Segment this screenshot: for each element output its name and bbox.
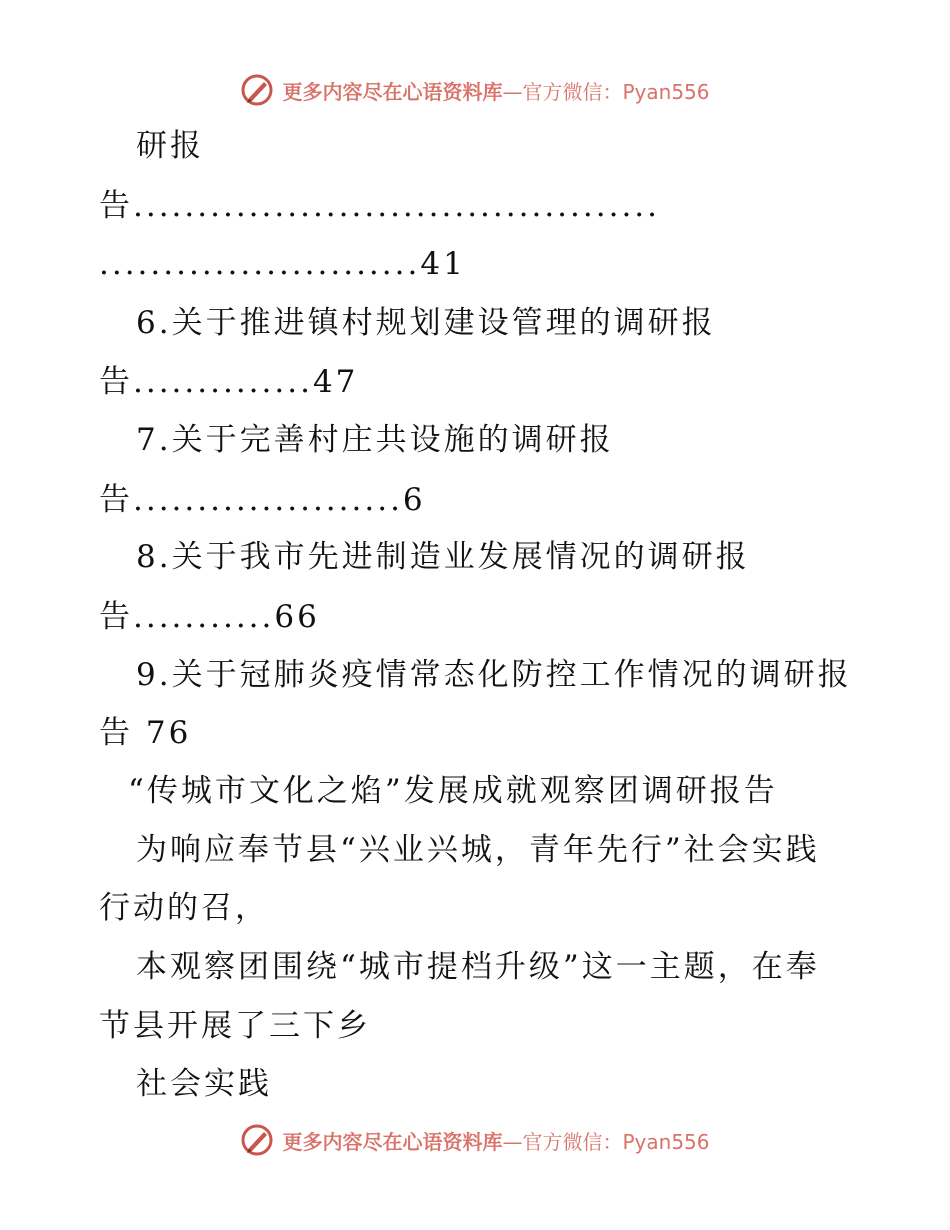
toc-entry-6: 6.关于推进镇村规划建设管理的调研报: [136, 305, 716, 341]
watermark-text: [282, 1126, 709, 1155]
watermark-brand: 更多内容尽在心语资料库: [282, 1129, 503, 1154]
toc-entry-8: 8.关于我市先进制造业发展情况的调研报: [136, 539, 750, 575]
paragraph-line: 本观察团围绕“城市提档升级”这一主题，在奉: [136, 949, 820, 985]
watermark-wechat-id: Pyan556: [622, 79, 710, 104]
paragraph-line: 为响应奉节县“兴业兴城，青年先行”社会实践: [136, 832, 820, 868]
header-watermark: [0, 70, 950, 110]
toc-entry-8-page: 告...........66: [99, 599, 320, 635]
toc-entry-7-page: 告.....................6: [99, 482, 426, 518]
toc-entry-9: 9.关于冠肺炎疫情常态化防控工作情况的调研报: [136, 657, 852, 693]
section-title: “传城市文化之焰”发展成就观察团调研报告: [128, 773, 778, 809]
paragraph-line: 节县开展了三下乡: [99, 1008, 371, 1044]
watermark-wechat-label: 官方微信：: [522, 1129, 623, 1154]
watermark-wechat-id: Pyan556: [622, 1129, 710, 1154]
pen-logo-icon: [240, 1123, 274, 1157]
toc-entry-7: 7.关于完善村庄共设施的调研报: [136, 422, 614, 458]
toc-entry-continued-text: 研报: [136, 128, 204, 164]
paragraph-line: 行动的召，: [99, 890, 269, 926]
footer-watermark: [0, 1120, 950, 1160]
paragraph-line: 社会实践: [136, 1066, 272, 1102]
toc-leader-line: 告.........................................: [99, 188, 661, 224]
toc-entry-9-page: 告 76: [99, 715, 192, 751]
toc-leader-page: .........................41: [99, 246, 466, 282]
watermark-wechat-label: 官方微信：: [522, 79, 623, 104]
watermark-dash: —: [502, 79, 523, 104]
pen-logo-icon: [240, 73, 274, 107]
watermark-text: [282, 76, 709, 105]
watermark-dash: —: [502, 1129, 523, 1154]
watermark-brand: 更多内容尽在心语资料库: [282, 79, 503, 104]
toc-entry-6-page: 告..............47: [99, 364, 359, 400]
